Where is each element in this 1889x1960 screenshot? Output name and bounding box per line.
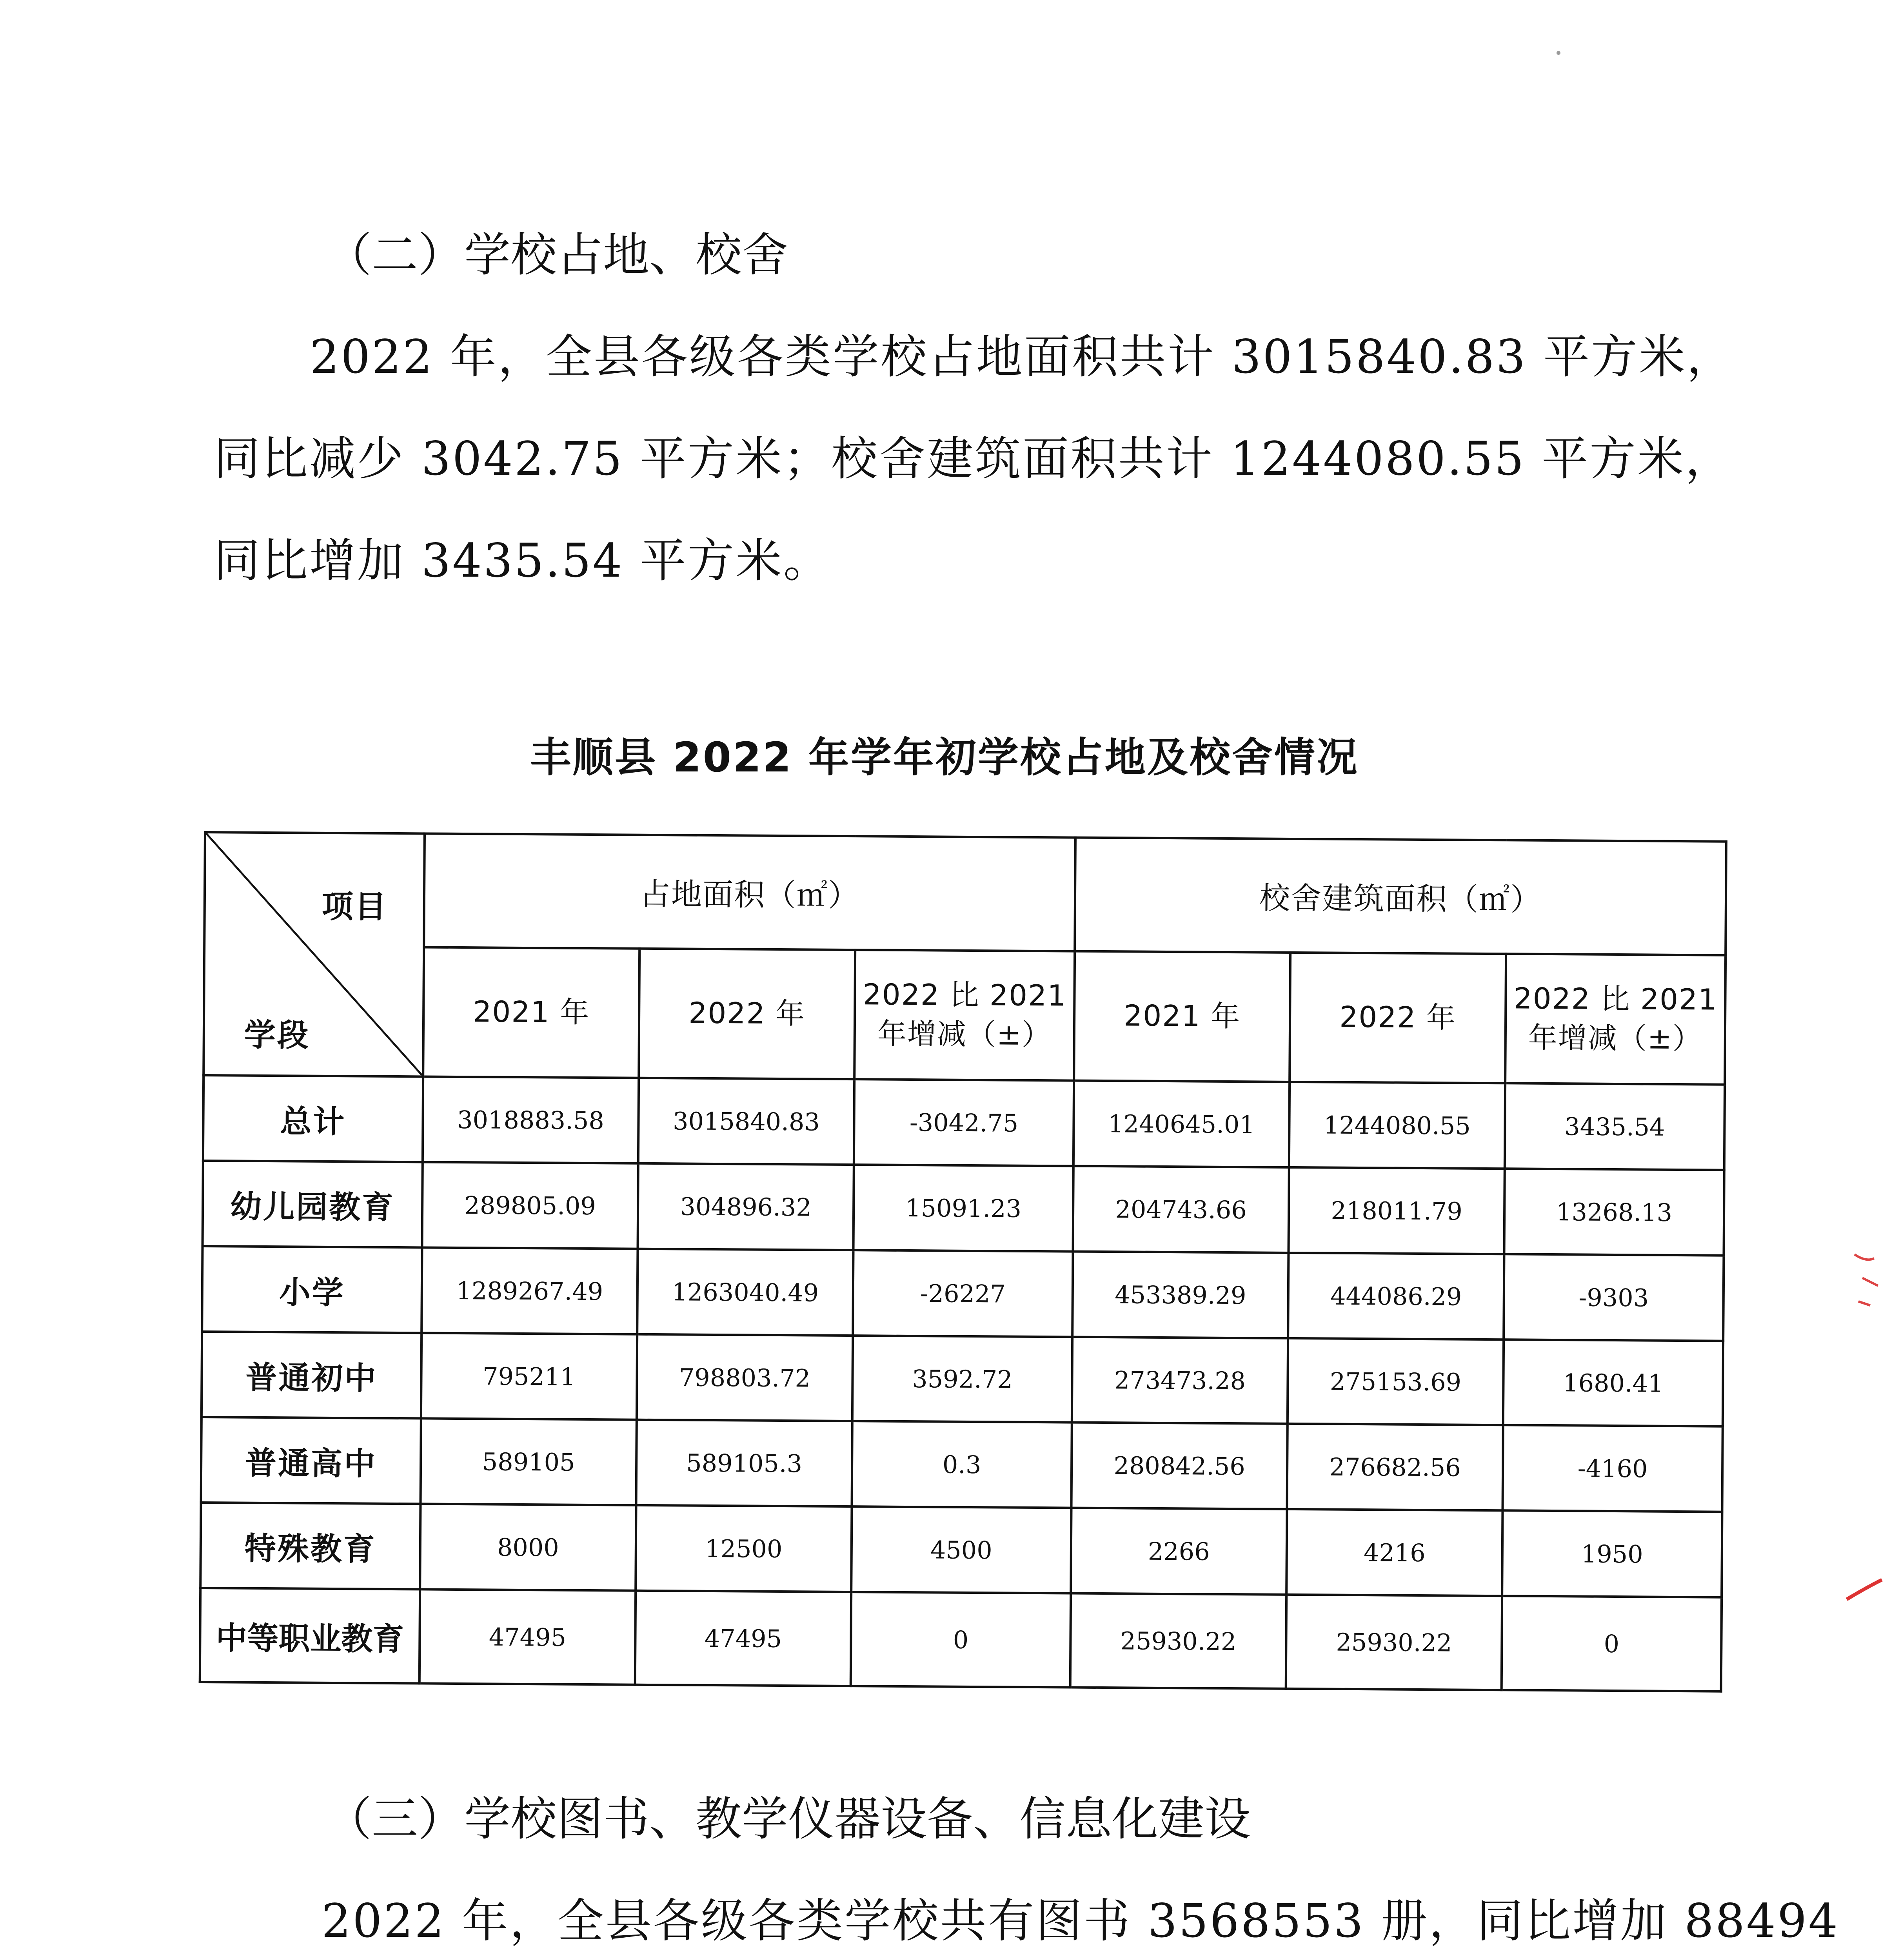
- cell-value: 12500: [636, 1505, 852, 1592]
- cell-value: 1240645.01: [1073, 1081, 1290, 1167]
- corner-label-item: 项目: [321, 888, 388, 925]
- cell-value: 0: [1502, 1596, 1722, 1691]
- cell-value: 25930.22: [1070, 1593, 1286, 1689]
- row-label: 普通高中: [201, 1417, 421, 1504]
- stray-red-mark: [1851, 1247, 1886, 1309]
- row-label: 小学: [202, 1246, 422, 1333]
- col-header-land-change: 2022 比 2021 年增减（±）: [854, 950, 1075, 1080]
- col-header-building-2022: 2022 年: [1290, 953, 1506, 1083]
- cell-value: 3435.54: [1505, 1083, 1725, 1170]
- cell-value: 1680.41: [1503, 1339, 1723, 1426]
- cell-value: 4500: [851, 1506, 1071, 1593]
- cell-value: 47495: [635, 1591, 851, 1686]
- cell-value: 2266: [1071, 1508, 1287, 1595]
- cell-value: 444086.29: [1288, 1253, 1504, 1339]
- cell-value: 1289267.49: [421, 1247, 638, 1334]
- cell-value: 15091.23: [854, 1165, 1073, 1251]
- col-header-building-change: 2022 比 2021 年增减（±）: [1505, 954, 1726, 1084]
- cell-value: 1263040.49: [637, 1249, 853, 1336]
- table-row: [200, 1503, 1722, 1597]
- row-label: 中等职业教育: [200, 1588, 420, 1683]
- cell-value: 204743.66: [1073, 1166, 1289, 1253]
- cell-value: 3015840.83: [638, 1078, 854, 1165]
- table-row: [202, 1246, 1724, 1341]
- section2-heading: （二）学校占地、校舍: [325, 228, 788, 282]
- cell-value: 8000: [420, 1504, 636, 1590]
- table-row: [203, 1161, 1724, 1256]
- cell-value: 798803.72: [637, 1334, 853, 1421]
- table-row: [201, 1417, 1723, 1512]
- cell-value: -3042.75: [854, 1079, 1074, 1166]
- cell-value: 13268.13: [1504, 1169, 1724, 1255]
- cell-value: 289805.09: [422, 1162, 638, 1249]
- section2-line-2: 同比减少 3042.75 平方米；校舍建筑面积共计 1244080.55 平方米，: [214, 432, 1733, 486]
- cell-value: 47495: [420, 1589, 636, 1684]
- col-header-land-2022: 2022 年: [639, 949, 855, 1079]
- cell-value: 4216: [1286, 1509, 1502, 1596]
- cell-value: 3592.72: [852, 1336, 1072, 1422]
- cell-value: 0.3: [852, 1421, 1072, 1508]
- cell-value: 589105: [421, 1418, 637, 1505]
- col-header-building-2021: 2021 年: [1074, 951, 1290, 1082]
- cell-value: -26227: [853, 1250, 1073, 1337]
- group-header-building: 校舍建筑面积（㎡）: [1075, 838, 1726, 955]
- section3-heading: （三）学校图书、教学仪器设备、信息化建设: [325, 1792, 1251, 1846]
- section3-line-1: 2022 年，全县各级各类学校共有图书 3568553 册，同比增加 88494: [321, 1894, 1840, 1948]
- group-header-land: 占地面积（㎡）: [424, 833, 1075, 951]
- corner-diagonal: [205, 833, 425, 1076]
- cell-value: 3018883.58: [423, 1076, 639, 1163]
- row-label: 总计: [203, 1075, 423, 1162]
- table-title: 丰顺县 2022 年学年初学校占地及校舍情况: [530, 733, 1359, 781]
- stray-red-stroke: [1843, 1576, 1886, 1607]
- cell-value: 276682.56: [1287, 1424, 1503, 1510]
- cell-value: 25930.22: [1286, 1595, 1502, 1690]
- table-row: [203, 1075, 1725, 1170]
- col-header-land-2021: 2021 年: [423, 947, 639, 1078]
- cell-value: 589105.3: [636, 1420, 852, 1506]
- cell-value: 273473.28: [1072, 1337, 1288, 1424]
- cell-value: 280842.56: [1071, 1423, 1287, 1509]
- table-row: [202, 1332, 1723, 1426]
- cell-value: 218011.79: [1288, 1167, 1504, 1254]
- row-label: 普通初中: [202, 1332, 421, 1418]
- cell-value: 304896.32: [638, 1163, 854, 1250]
- cell-value: 1244080.55: [1289, 1082, 1505, 1169]
- school-land-table: [199, 831, 1727, 1693]
- cell-value: 453389.29: [1072, 1252, 1288, 1338]
- section2-line-3: 同比增加 3435.54 平方米。: [214, 534, 831, 588]
- cell-value: -4160: [1502, 1425, 1722, 1512]
- cell-value: 1950: [1502, 1510, 1722, 1597]
- corner-label-stage: 学段: [244, 1016, 311, 1054]
- cell-value: 795211: [421, 1333, 637, 1419]
- cell-value: 0: [851, 1592, 1071, 1687]
- row-label: 特殊教育: [200, 1503, 420, 1589]
- table-corner-cell: [203, 832, 425, 1076]
- cell-value: 275153.69: [1288, 1338, 1504, 1425]
- cell-value: -9303: [1504, 1254, 1724, 1341]
- table-row: [200, 1588, 1722, 1691]
- section2-line-1: 2022 年，全县各级各类学校占地面积共计 3015840.83 平方米，: [310, 330, 1735, 384]
- row-label: 幼儿园教育: [203, 1161, 423, 1247]
- stray-dot: [1553, 47, 1564, 59]
